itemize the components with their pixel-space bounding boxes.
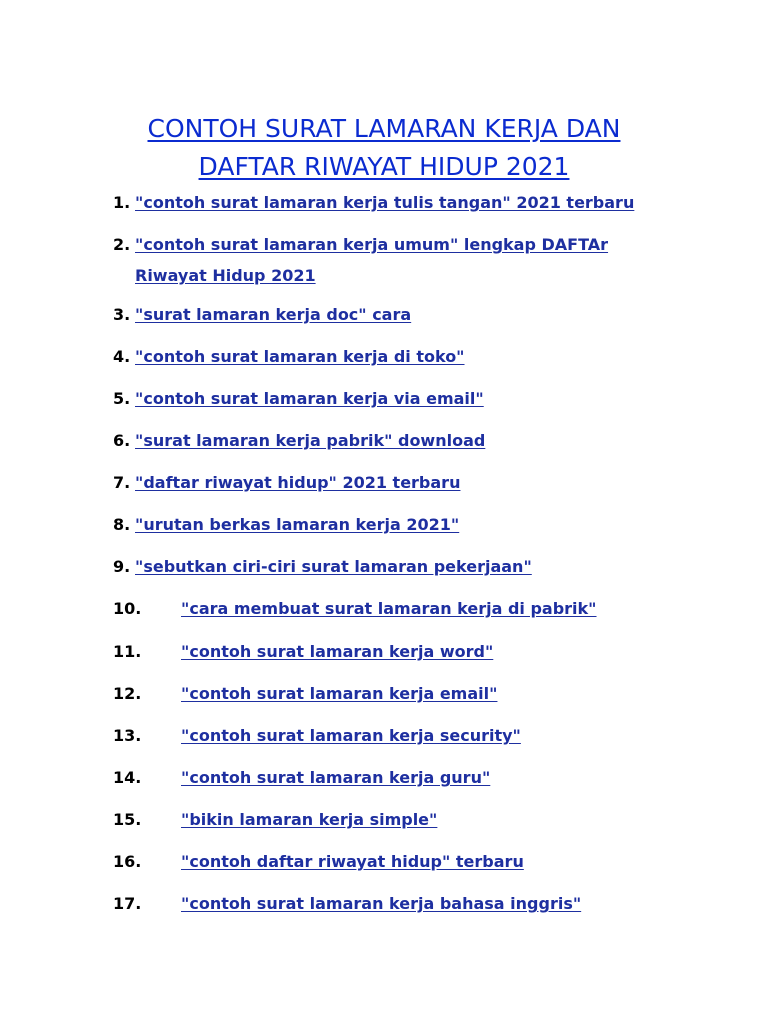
item-number: 8. bbox=[113, 515, 131, 534]
item-number: 3. bbox=[113, 305, 131, 324]
list-link[interactable]: "contoh surat lamaran kerja email" bbox=[181, 684, 498, 703]
list-link[interactable]: "contoh surat lamaran kerja word" bbox=[181, 642, 494, 661]
item-number: 16. bbox=[113, 852, 142, 871]
list-link[interactable]: "urutan berkas lamaran kerja 2021" bbox=[135, 515, 460, 534]
item-number: 17. bbox=[113, 894, 142, 913]
item-number: 15. bbox=[113, 810, 142, 829]
list-link[interactable]: "surat lamaran kerja doc" cara bbox=[135, 305, 412, 324]
list-link[interactable]: "cara membuat surat lamaran kerja di pabrik" bbox=[181, 599, 597, 618]
page-title-line-2: DAFTAR RIWAYAT HIDUP 2021 bbox=[198, 152, 570, 181]
list-link[interactable]: "daftar riwayat hidup" 2021 terbaru bbox=[135, 473, 461, 492]
item-number: 1. bbox=[113, 193, 131, 212]
list-link[interactable]: "contoh surat lamaran kerja security" bbox=[181, 726, 521, 745]
item-number: 13. bbox=[113, 726, 142, 745]
list-link[interactable]: "contoh daftar riwayat hidup" terbaru bbox=[181, 852, 524, 871]
page-title-line-1: CONTOH SURAT LAMARAN KERJA DAN bbox=[147, 114, 621, 143]
item-number: 7. bbox=[113, 473, 131, 492]
list-link[interactable]: "surat lamaran kerja pabrik" download bbox=[135, 431, 486, 450]
item-number: 11. bbox=[113, 642, 142, 661]
list-link[interactable]: "sebutkan ciri-ciri surat lamaran pekerjaan" bbox=[135, 557, 532, 576]
list-link[interactable]: "contoh surat lamaran kerja guru" bbox=[181, 768, 491, 787]
list-link[interactable]: "contoh surat lamaran kerja di toko" bbox=[135, 347, 465, 366]
item-number: 5. bbox=[113, 389, 131, 408]
item-number: 4. bbox=[113, 347, 131, 366]
list-link[interactable]: "contoh surat lamaran kerja tulis tangan" 2021 terbaru bbox=[135, 193, 635, 212]
list-link[interactable]: "contoh surat lamaran kerja via email" bbox=[135, 389, 484, 408]
item-number: 2. bbox=[113, 235, 131, 254]
item-number: 14. bbox=[113, 768, 142, 787]
item-number: 6. bbox=[113, 431, 131, 450]
list-link[interactable]: "bikin lamaran kerja simple" bbox=[181, 810, 438, 829]
item-number: 12. bbox=[113, 684, 142, 703]
item-number: 9. bbox=[113, 557, 131, 576]
item-number: 10. bbox=[113, 599, 142, 618]
list-link[interactable]: "contoh surat lamaran kerja bahasa inggris" bbox=[181, 894, 582, 913]
list-link[interactable]: "contoh surat lamaran kerja umum" lengkap DAFTAr Riwayat Hidup 2021 bbox=[135, 235, 609, 285]
